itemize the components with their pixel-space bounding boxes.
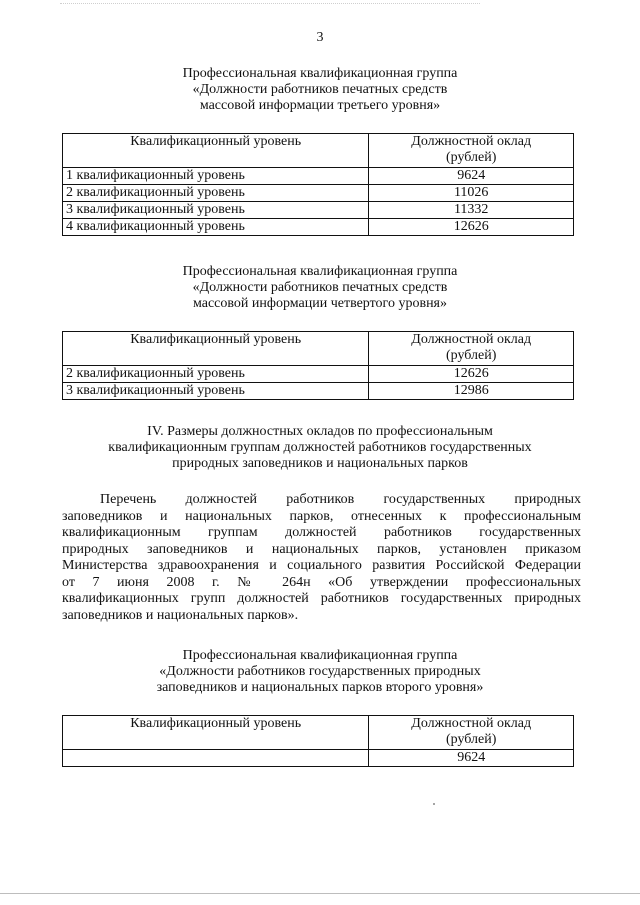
group2-title-line: «Должности работников печатных средств [192,280,448,295]
group3-title-line: Профессиональная квалификационная группа [182,648,458,663]
paragraph-line: квалификационных групп должностей работников государственных природных [62,591,581,606]
group3-title-line: «Должности работников государственных природных [159,664,481,679]
section4-paragraph [62,492,581,624]
header-level: Квалификационный уровень [63,134,369,168]
group3-title [0,648,640,696]
paragraph-line: природных заповедников и национальных парков, установлен приказом [62,541,581,557]
header-salary-line: Должностной оклад [411,134,532,149]
table-row [63,202,574,219]
paragraph-line: от 7 июня 2008 г. № 264н «Об утверждении профессиональных [62,574,581,590]
section4-title-line: IV. Размеры должностных окладов по профессиональным [147,424,493,439]
table-header-row [63,332,574,366]
header-level: Квалификационный уровень [63,332,369,366]
group2-title [0,264,640,312]
group2-title-line: Профессиональная квалификационная группа [182,264,458,279]
table-row [63,219,574,236]
header-salary [369,332,574,366]
table-header-row [63,716,574,750]
row-salary: 11332 [369,202,574,219]
paragraph-line: Министерства здравоохранения и социального развития Российской Федерации [62,558,581,573]
row-level: 2 квалификационный уровень [63,185,369,202]
group2-salary-table [62,331,574,400]
scan-artifact-top [60,3,480,7]
header-salary-line: Должностной оклад [411,716,532,731]
row-salary: 11026 [369,185,574,202]
row-salary: 9624 [369,750,574,767]
row-level: 3 квалификационный уровень [63,383,369,400]
group1-salary-table [62,133,574,236]
section4-title [0,424,640,472]
table-header-row [63,134,574,168]
row-level: 2 квалификационный уровень [63,366,369,383]
group3-title-line: заповедников и национальных парков второго уровня» [156,680,484,695]
page-number: 3 [316,30,324,45]
row-level: 1 квалификационный уровень [63,168,369,185]
header-salary-line: (рублей) [445,150,497,165]
table-row [63,383,574,400]
section4-title-line: природных заповедников и национальных парков [172,456,468,471]
paragraph-line: заповедников и национальных парков, отнесенных к профессиональным [62,508,581,524]
group1-title-line: массовой информации третьего уровня» [199,98,441,113]
header-salary-line: (рублей) [445,732,497,747]
table-row [63,168,574,185]
row-salary: 12986 [369,383,574,400]
group2-title-line: массовой информации четвертого уровня» [192,296,447,311]
row-level: 4 квалификационный уровень [63,219,369,236]
row-level: 3 квалификационный уровень [63,202,369,219]
section4-title-line: квалификационным группам должностей работников государственных [108,440,532,455]
row-salary: 12626 [369,366,574,383]
header-salary [369,134,574,168]
paragraph-line: квалификационным группам должностей работников государственных [62,525,581,540]
row-salary: 12626 [369,219,574,236]
row-level [63,750,369,767]
header-salary [369,716,574,750]
scan-speck [433,803,435,805]
header-salary-line: (рублей) [445,348,497,363]
paragraph-line: заповедников и национальных парков». [62,607,299,623]
table-row [63,366,574,383]
paragraph-line: Перечень должностей работников государственных природных [100,492,581,507]
group1-title-line: Профессиональная квалификационная группа [182,66,458,81]
table-row [63,185,574,202]
header-level: Квалификационный уровень [63,716,369,750]
group3-salary-table [62,715,574,767]
scan-artifact-bottom [0,893,640,894]
row-salary: 9624 [369,168,574,185]
header-salary-line: Должностной оклад [411,332,532,347]
table-row [63,750,574,767]
group1-title-line: «Должности работников печатных средств [192,82,448,97]
group1-title [0,66,640,114]
